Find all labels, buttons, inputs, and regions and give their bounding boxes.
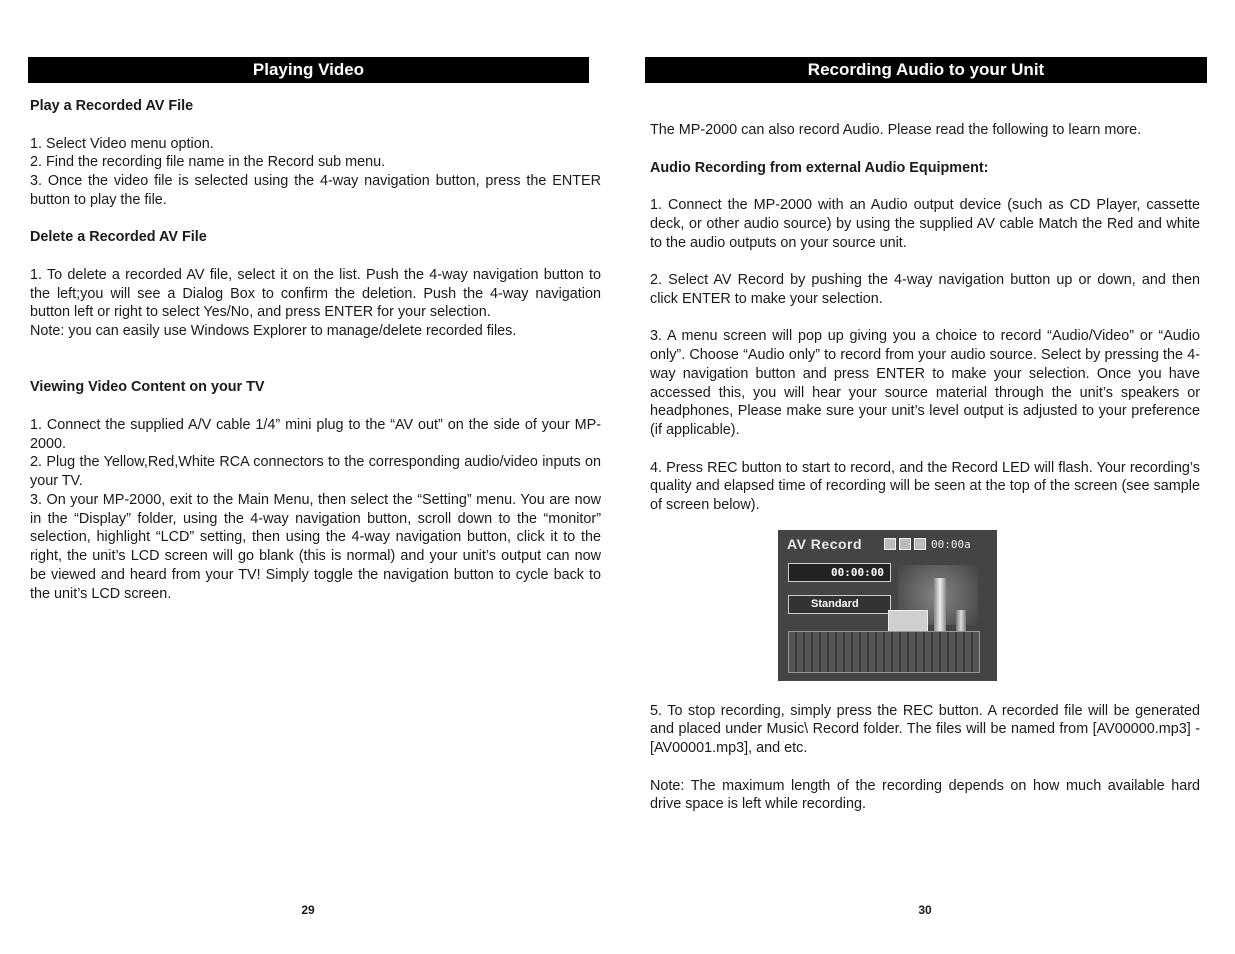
list-icon: [899, 538, 911, 550]
section-header-recording-audio: Recording Audio to your Unit: [645, 57, 1207, 83]
delete-step-1: 1. To delete a recorded AV file, select it on the list. Push the 4-way navigation button to the left;you will see a Dialog Box to confirm the deletion. Push the 4-way navigation button left or right to select Yes/No, and press ENTER for your selection.: [30, 266, 601, 321]
play-step-2: 2. Find the recording file name in the Record sub menu.: [30, 154, 386, 171]
page-number-left: 29: [301, 903, 315, 917]
signal-icon: [914, 538, 926, 550]
record-step-4: 4. Press REC button to start to record, and the Record LED will flash. Your recording’s quality and elapsed time of recording will be seen at the top of the screen (see sample of screen below).: [650, 459, 1200, 513]
spacer: [30, 360, 601, 379]
delete-note: Note: you can easily use Windows Explorer to manage/delete recorded files.: [30, 323, 517, 339]
play-step-1: 1. Select Video menu option.: [30, 135, 214, 152]
av-record-screen-image: [778, 530, 997, 681]
subheading-audio-recording: Audio Recording from external Audio Equipment:: [650, 159, 989, 176]
record-step-3: 3. A menu screen will pop up giving you a choice to record “Audio/Video” or “Audio only”. Choose “Audio only” to record from your audio source. Select by pressing the 4-way navigation button and press ENTER to make your selection. Once you have accessed this, you will hear your source material through the unit’s speakers or headphones, Please make sure your unit’s level output is adjusted to your preference (if applicable).: [650, 328, 1200, 438]
record-step-5: 5. To stop recording, simply press the REC button. A recorded file will be generated and placed under Music\ Record folder. The files will be named from [AV00000.mp3] - [AV00001.mp3], and etc.: [650, 702, 1200, 756]
battery-icon: [884, 538, 896, 550]
section-header-playing-video: Playing Video: [28, 57, 589, 83]
record-step-1: 1. Connect the MP-2000 with an Audio output device (such as CD Player, cassette deck, or other audio source) by using the supplied AV cable Match the Red and white to the audio outputs on your source unit.: [650, 197, 1200, 251]
tv-step-1: 1. Connect the supplied A/V cable 1/4” mini plug to the “AV out” on the side of your MP-2000.: [30, 416, 601, 452]
intro-text: The MP-2000 can also record Audio. Please read the following to learn more.: [650, 122, 1142, 138]
subheading-play-recorded: Play a Recorded AV File: [30, 98, 194, 114]
right-body: [650, 121, 1200, 833]
screen-title: AV Record: [787, 536, 863, 552]
record-note: Note: The maximum length of the recording depends on how much available hard drive space is left while recording.: [650, 777, 1200, 813]
level-meter: [788, 631, 980, 673]
left-body: [30, 97, 601, 603]
subheading-viewing-tv: Viewing Video Content on your TV: [30, 379, 265, 396]
elapsed-timer: 00:00:00: [788, 563, 891, 582]
tv-step-2: 2. Plug the Yellow,Red,White RCA connectors to the corresponding audio/video inputs on your TV.: [30, 454, 601, 489]
record-step-2: 2. Select AV Record by pushing the 4-way navigation button up or down, and then click ENTER to make your selection.: [650, 272, 1200, 307]
page-number-right: 30: [918, 903, 932, 917]
status-icons: [884, 538, 926, 550]
subheading-delete-recorded: Delete a Recorded AV File: [30, 229, 207, 246]
tv-step-3: 3. On your MP-2000, exit to the Main Menu, then select the “Setting” menu. You are now in the “Display” folder, using the 4-way navigation button, scroll down to the “monitor” selection, highlight “LCD” setting, then using the 4-way navigation button, click it to the right, the unit’s LCD screen will go blank (this is normal) and your unit’s output can now be viewed and heard from your TV! Simply toggle the navigation button to cycle back to the unit’s LCD screen.: [30, 491, 601, 602]
quality-label: Standard: [788, 595, 891, 614]
play-step-3: 3. Once the video file is selected using the 4-way navigation button, press the ENTER button to play the file.: [30, 173, 601, 208]
screen-clock: 00:00a: [931, 538, 971, 551]
